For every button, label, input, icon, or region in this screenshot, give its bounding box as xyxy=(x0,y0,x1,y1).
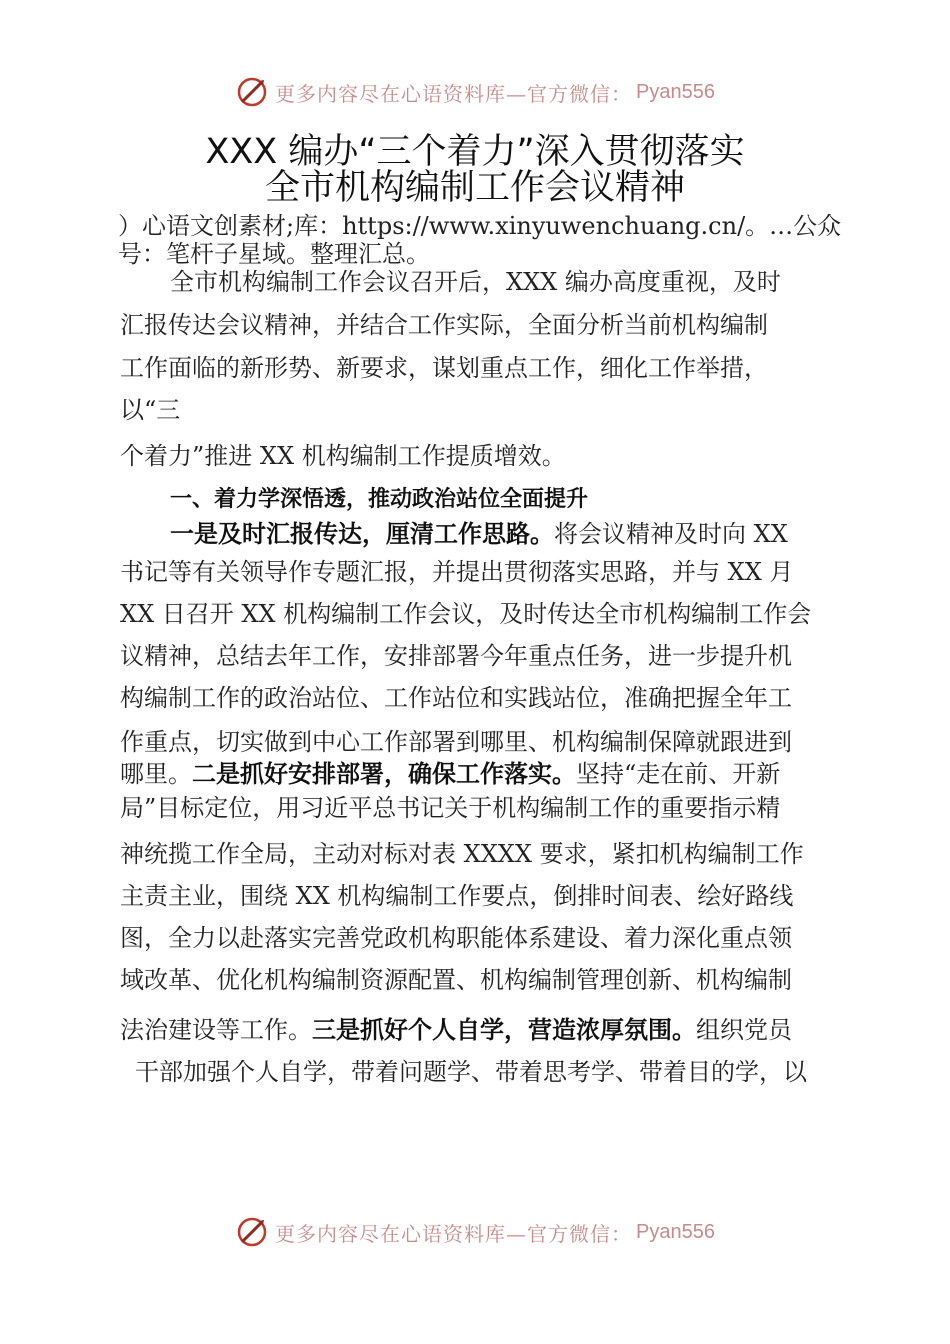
banner-text: 更多内容尽在心语资料库—官方微信： xyxy=(275,81,633,106)
intro-line: 工作面临的新形势、新要求，谋划重点工作，细化工作举措， xyxy=(120,354,768,382)
logo-icon xyxy=(235,75,269,109)
section-heading: 一、着力学深悟透，推动政治站位全面提升 xyxy=(170,487,589,512)
paragraph-line: 局”目标定位，用习近平总书记关于机构编制工作的重要指示精 xyxy=(120,794,781,822)
paragraph-text: 将会议精神及时向 XX xyxy=(554,520,788,548)
intro-line: 以“三 xyxy=(120,396,181,424)
point-three-heading: 三是抓好个人自学，营造浓厚氛围。 xyxy=(312,1016,696,1044)
intro-line: 汇报传达会议精神，并结合工作实际，全面分析当前机构编制 xyxy=(120,311,768,339)
intro-line: 全市机构编制工作会议召开后，XXX 编办高度重视，及时 xyxy=(170,268,781,296)
header-banner xyxy=(0,72,950,112)
paragraph-line: 书记等有关领导作专题汇报，并提出贯彻落实思路，并与 XX 月 xyxy=(120,558,794,586)
point-one-heading: 一是及时汇报传达，厘清工作思路。 xyxy=(170,520,554,548)
source-note-line2: 号：笔杆子星域。整理汇总。 xyxy=(118,240,430,268)
logo-icon xyxy=(235,1215,269,1249)
banner-text: 更多内容尽在心语资料库—官方微信： xyxy=(275,1221,633,1246)
point-two-heading: 二是抓好安排部署，确保工作落实。 xyxy=(192,760,576,788)
intro-line: 个着力”推进 XX 机构编制工作提质增效。 xyxy=(120,442,566,470)
page-title-line2: 全市机构编制工作会议精神 xyxy=(264,168,685,208)
paragraph-line: 干部加强个人自学，带着问题学、带着思考学、带着目的学，以 xyxy=(135,1058,807,1086)
paragraph-text: 哪里。 xyxy=(120,760,192,788)
paragraph-text: 法治建设等工作。 xyxy=(120,1016,312,1044)
paragraph-line: 神统揽工作全局，主动对标对表 XXXX 要求，紧扣机构编制工作 xyxy=(120,840,804,868)
paragraph-line: 域改革、优化机构编制资源配置、机构编制管理创新、机构编制 xyxy=(120,966,792,994)
paragraph-line xyxy=(120,1014,792,1046)
source-note-line1: ）心语文创素材;库：https://www.xinyuwenchuang.cn/。…公众 xyxy=(118,212,842,240)
paragraph-line: 主责主业，围绕 XX 机构编制工作要点，倒排时间表、绘好路线 xyxy=(120,882,794,910)
banner-wechat-id: Pyan556 xyxy=(636,1220,715,1243)
footer-banner xyxy=(0,1212,950,1252)
paragraph-line: 图，全力以赴落实完善党政机构职能体系建设、着力深化重点领 xyxy=(120,924,792,952)
paragraph-line: 议精神，总结去年工作，安排部署今年重点任务，进一步提升机 xyxy=(120,642,792,670)
paragraph-text: 坚持“走在前、开新 xyxy=(576,760,781,788)
paragraph-text: 组织党员 xyxy=(696,1016,792,1044)
paragraph-line: XX 日召开 XX 机构编制工作会议，及时传达全市机构编制工作会 xyxy=(120,600,812,628)
paragraph-line: 构编制工作的政治站位、工作站位和实践站位，准确把握全年工 xyxy=(120,684,792,712)
paragraph-line: 作重点，切实做到中心工作部署到哪里、机构编制保障就跟进到 xyxy=(120,728,792,756)
banner-wechat-id: Pyan556 xyxy=(636,80,715,103)
paragraph-line xyxy=(120,758,780,790)
paragraph-line xyxy=(170,518,788,550)
page-title-line1: XXX 编办“三个着力”深入贯彻落实 xyxy=(205,132,745,172)
